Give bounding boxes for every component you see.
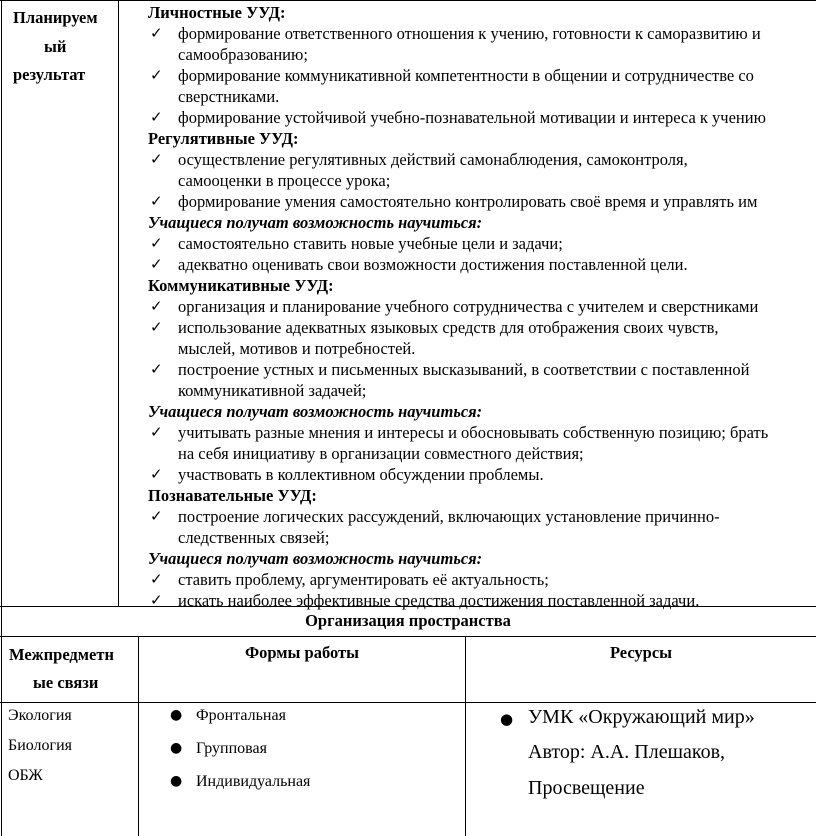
interdisciplinary-item: Биология [8,737,73,754]
section-item-line: формирование ответственного отношения к учению, готовности к саморазвитию и [178,24,761,43]
section-heading: Регулятивные УУД: [148,129,299,148]
forms-item: Групповая [196,740,267,757]
section-heading: Личностные УУД: [148,3,286,22]
section-item-line: коммуникативной задачей; [178,381,367,400]
section-item-line: учитывать разные мнения и интересы и обосновывать собственную позицию; брать [178,423,769,442]
check-icon: ✓ [150,234,163,252]
interdisciplinary-item: Экология [8,707,72,724]
check-icon: ✓ [150,192,163,210]
table-border-top [0,0,816,1]
resources-line: УМК «Окружающий мир» [528,706,755,728]
bullet-icon: ● [500,710,514,728]
section-item-line: построение логических рассуждений, включающих установление причинно- [178,507,720,526]
section-item-line: организация и планирование учебного сотрудничества с учителем и сверстниками [178,297,759,316]
check-icon: ✓ [150,507,163,525]
section-heading: Учащиеся получат возможность научиться: [148,402,483,421]
section-item-line: осуществление регулятивных действий самонаблюдения, самоконтроля, [178,150,688,169]
section-item-line: сверстниками. [178,87,280,106]
bullet-icon: ● [170,740,183,756]
section-item-line: формирование коммуникативной компетентности в общении и сотрудничестве со [178,66,754,85]
section-item-line: использование адекватных языковых средств для отображения своих чувств, [178,318,719,337]
check-icon: ✓ [150,360,163,378]
check-icon: ✓ [150,318,163,336]
check-icon: ✓ [150,108,163,126]
check-icon: ✓ [150,570,163,588]
section-item-line: ставить проблему, аргументировать её актуальность; [178,570,549,589]
section-item-line: следственных связей; [178,528,330,547]
section-heading: Познавательные УУД: [148,486,317,505]
check-icon: ✓ [150,423,163,441]
planned-result-label-2: ый [44,37,67,56]
col-divider-forms [138,636,139,836]
forms-item: Фронтальная [196,707,286,724]
check-icon: ✓ [150,255,163,273]
check-icon: ✓ [150,465,163,483]
section-item-line: самооценки в процессе урока; [178,171,391,190]
bullet-icon: ● [170,707,183,723]
col-divider-resources [465,636,466,836]
check-icon: ✓ [150,24,163,42]
section-item-line: формирование умения самостоятельно контролировать своё время и управлять им [178,192,758,211]
forms-header: Формы работы [244,643,360,662]
section-item-line: мыслей, мотивов и потребностей. [178,339,416,358]
section-item-line: адекватно оценивать свои возможности достижения поставленной цели. [178,255,688,274]
organization-title: Организация пространства [305,611,511,630]
section-item-line: участвовать в коллективном обсуждении проблемы. [178,465,544,484]
check-icon: ✓ [150,297,163,315]
check-icon: ✓ [150,66,163,84]
col-divider-planned [118,0,119,606]
section-item-line: самостоятельно ставить новые учебные цели и задачи; [178,234,563,253]
resources-line: Автор: А.А. Плешаков, [528,741,726,763]
interdisciplinary-header-1: Межпредметн [9,645,114,664]
section-item-line: на себя инициативу в организации совместного действия; [178,444,584,463]
section-item-line: построение устных и письменных высказываний, в соответствии с поставленной [178,360,750,379]
resources-line: Просвещение [528,777,645,799]
forms-item: Индивидуальная [196,773,311,790]
planned-result-label-1: Планируем [13,8,98,27]
planned-result-label-3: результат [13,65,86,84]
check-icon: ✓ [150,150,163,168]
table-border-left [1,0,2,836]
interdisciplinary-item: ОБЖ [8,767,43,784]
check-icon: ✓ [150,591,163,609]
resources-header: Ресурсы [609,643,673,662]
section-heading: Коммуникативные УУД: [148,276,334,295]
section-item-line: самообразованию; [178,45,308,64]
section-heading: Учащиеся получат возможность научиться: [148,549,483,568]
section-item-line: искать наиболее эффективные средства достижения поставленной задачи. [178,591,700,610]
interdisciplinary-header-2: ые связи [33,673,99,692]
row-divider-header [0,636,816,637]
section-item-line: формирование устойчивой учебно-познавательной мотивации и интереса к учению [178,108,766,127]
bullet-icon: ● [170,773,183,789]
section-heading: Учащиеся получат возможность научиться: [148,213,483,232]
row-divider-content [0,702,816,703]
